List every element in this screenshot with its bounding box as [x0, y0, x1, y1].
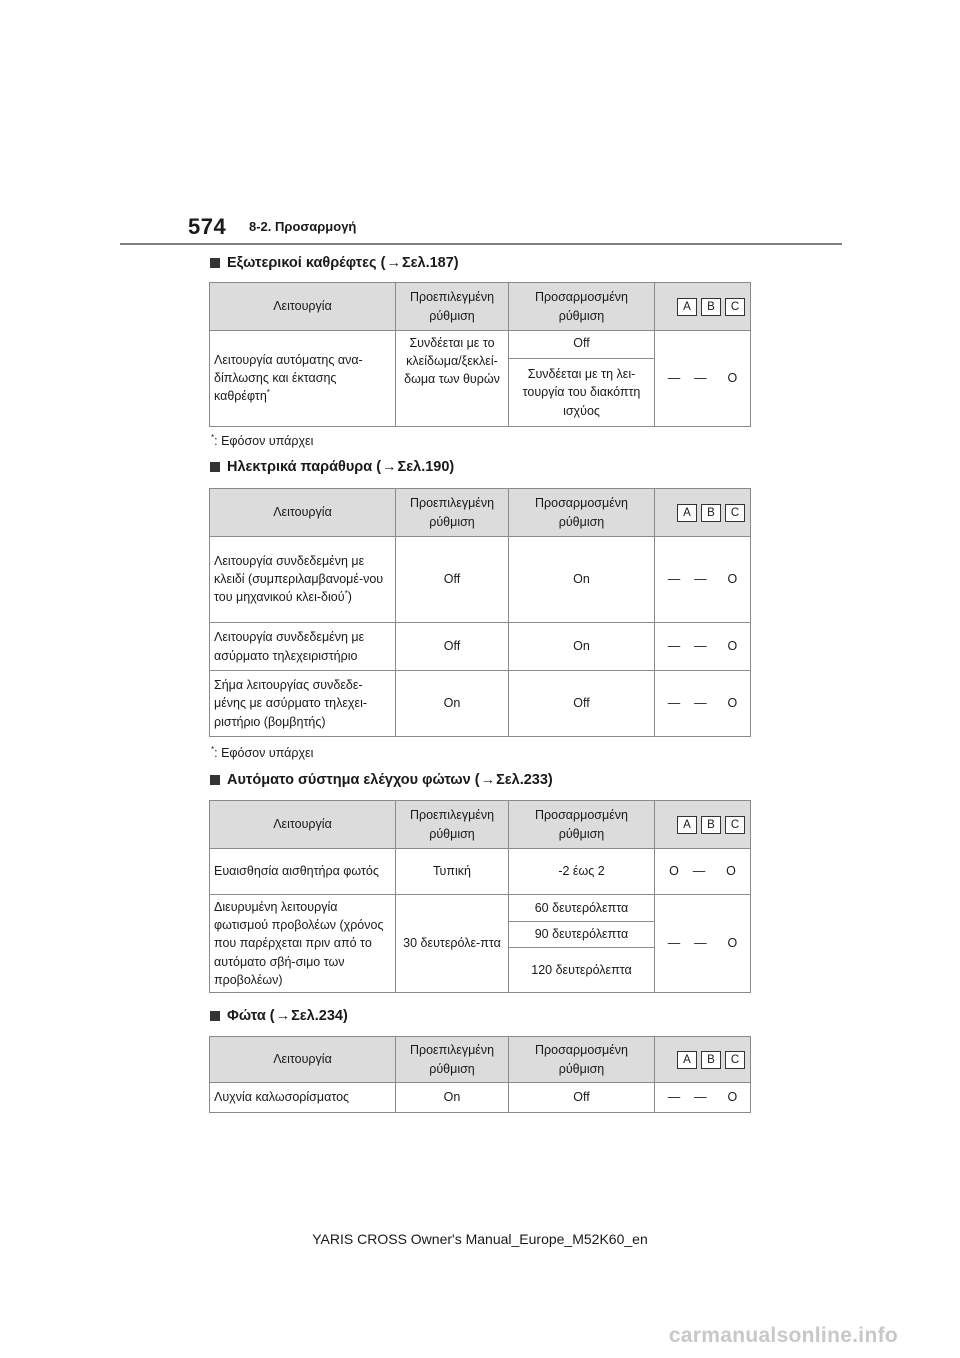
footer-manual-id: YARIS CROSS Owner's Manual_Europe_M52K60_en	[312, 1231, 648, 1247]
page-reference[interactable]: Σελ.233)	[496, 772, 553, 788]
page-reference[interactable]: Σελ.190)	[397, 459, 455, 475]
col-header-abc	[655, 801, 751, 849]
box-c: C	[725, 504, 745, 522]
page-reference[interactable]: Σελ.187)	[401, 255, 459, 271]
col-header-abc	[655, 283, 751, 331]
table-auto-light-control	[209, 800, 751, 993]
col-header-function: Λειτουργία	[210, 801, 396, 849]
custom-cell: Off	[509, 1083, 655, 1113]
arrow-icon: →	[480, 772, 496, 788]
box-c: C	[725, 816, 745, 834]
custom-cell: Off	[509, 331, 655, 359]
custom-cell: 90 δευτερόλεπτα	[509, 922, 655, 948]
box-a: A	[677, 298, 697, 316]
function-cell: Λειτουργία αυτόματης ανα-δίπλωσης και έκτασης καθρέφτη*	[210, 331, 396, 427]
col-header-default: Προεπιλεγμένη ρύθμιση	[396, 801, 509, 849]
function-cell: Διευρυμένη λειτουργία φωτισμού προβολέων (χρόνος που παρέρχεται πριν από το αυτόματο σβή-σιμο των προβολέων)	[210, 895, 396, 993]
custom-cell: 120 δευτερόλεπτα	[509, 948, 655, 993]
function-cell: Σήμα λειτουργίας συνδεδε-μένης με ασύρματο τηλεχει-ριστήριο (βομβητής)	[210, 671, 396, 737]
table-header-row	[210, 801, 751, 849]
default-cell: Off	[396, 623, 509, 671]
table-row	[210, 331, 751, 359]
default-cell: Συνδέεται με το κλείδωμα/ξεκλεί-δωμα των θυρών	[396, 331, 509, 427]
heading-text: Εξωτερικοί καθρέφτες (	[227, 255, 386, 271]
heading-text: Φώτα (	[227, 1008, 275, 1024]
box-c: C	[725, 298, 745, 316]
default-cell: 30 δευτερόλε-πτα	[396, 895, 509, 993]
default-cell: On	[396, 1083, 509, 1113]
table-row	[210, 537, 751, 623]
section-title: 8-2. Προσαρμογή	[249, 219, 357, 234]
square-bullet-icon	[210, 258, 220, 268]
table-row	[210, 623, 751, 671]
default-cell: On	[396, 671, 509, 737]
abc-cell: — — O	[655, 671, 751, 737]
page-reference[interactable]: Σελ.234)	[291, 1008, 348, 1024]
custom-cell: 60 δευτερόλεπτα	[509, 895, 655, 922]
square-bullet-icon	[210, 775, 220, 785]
box-a: A	[677, 816, 697, 834]
arrow-icon: →	[382, 459, 397, 475]
col-header-function: Λειτουργία	[210, 283, 396, 331]
abc-cell: — — O	[655, 1083, 751, 1113]
box-a: A	[677, 504, 697, 522]
box-b: B	[701, 504, 721, 522]
custom-cell: Off	[509, 671, 655, 737]
table-row	[210, 1083, 751, 1113]
function-cell: Λειτουργία συνδεδεμένη με ασύρματο τηλεχειριστήριο	[210, 623, 396, 671]
table-exterior-mirrors	[209, 282, 751, 427]
heading-exterior-mirrors	[210, 255, 459, 271]
box-b: B	[701, 816, 721, 834]
arrow-icon: →	[386, 255, 401, 271]
table-row	[210, 895, 751, 922]
square-bullet-icon	[210, 462, 220, 472]
table-header-row	[210, 283, 751, 331]
page-number: 574	[188, 214, 227, 239]
abc-cell: — — O	[655, 895, 751, 993]
col-header-custom: Προσαρμοσμένη ρύθμιση	[509, 1037, 655, 1083]
col-header-default: Προεπιλεγμένη ρύθμιση	[396, 1037, 509, 1083]
table-row	[210, 671, 751, 737]
function-cell: Λυχνία καλωσορίσματος	[210, 1083, 396, 1113]
heading-auto-light-control	[210, 772, 553, 788]
col-header-custom: Προσαρμοσμένη ρύθμιση	[509, 801, 655, 849]
watermark: carmanualsonline.info	[668, 1324, 898, 1347]
box-a: A	[677, 1051, 697, 1069]
table-power-windows	[209, 488, 751, 737]
function-cell: Ευαισθησία αισθητήρα φωτός	[210, 849, 396, 895]
footnote: *: Εφόσον υπάρχει	[211, 745, 314, 761]
col-header-function: Λειτουργία	[210, 489, 396, 537]
col-header-default: Προεπιλεγμένη ρύθμιση	[396, 283, 509, 331]
box-b: B	[701, 1051, 721, 1069]
heading-text: Αυτόματο σύστημα ελέγχου φώτων (	[227, 772, 480, 788]
heading-lights	[210, 1008, 348, 1024]
table-header-row	[210, 1037, 751, 1083]
arrow-icon: →	[275, 1008, 291, 1024]
square-bullet-icon	[210, 1011, 220, 1021]
heading-text: Ηλεκτρικά παράθυρα (	[227, 459, 382, 475]
header-divider	[120, 243, 842, 245]
custom-cell: -2 έως 2	[509, 849, 655, 895]
col-header-abc	[655, 489, 751, 537]
heading-power-windows	[210, 459, 454, 475]
table-lights	[209, 1036, 751, 1113]
abc-cell: O — O	[655, 849, 751, 895]
default-cell: Τυπική	[396, 849, 509, 895]
footnote: *: Εφόσον υπάρχει	[211, 433, 314, 449]
default-cell: Off	[396, 537, 509, 623]
col-header-custom: Προσαρμοσμένη ρύθμιση	[509, 489, 655, 537]
custom-cell: On	[509, 623, 655, 671]
abc-cell: — — O	[655, 623, 751, 671]
table-header-row	[210, 489, 751, 537]
abc-cell: — — O	[655, 537, 751, 623]
custom-cell: Συνδέεται με τη λει-τουργία του διακόπτη ισχύος	[509, 359, 655, 427]
custom-cell: On	[509, 537, 655, 623]
abc-cell: — — O	[655, 331, 751, 427]
box-c: C	[725, 1051, 745, 1069]
table-row	[210, 849, 751, 895]
col-header-function: Λειτουργία	[210, 1037, 396, 1083]
function-cell: Λειτουργία συνδεδεμένη με κλειδί (συμπεριλαμβανομέ-νου του μηχανικού κλει-διού*)	[210, 537, 396, 623]
box-b: B	[701, 298, 721, 316]
col-header-default: Προεπιλεγμένη ρύθμιση	[396, 489, 509, 537]
col-header-custom: Προσαρμοσμένη ρύθμιση	[509, 283, 655, 331]
col-header-abc	[655, 1037, 751, 1083]
